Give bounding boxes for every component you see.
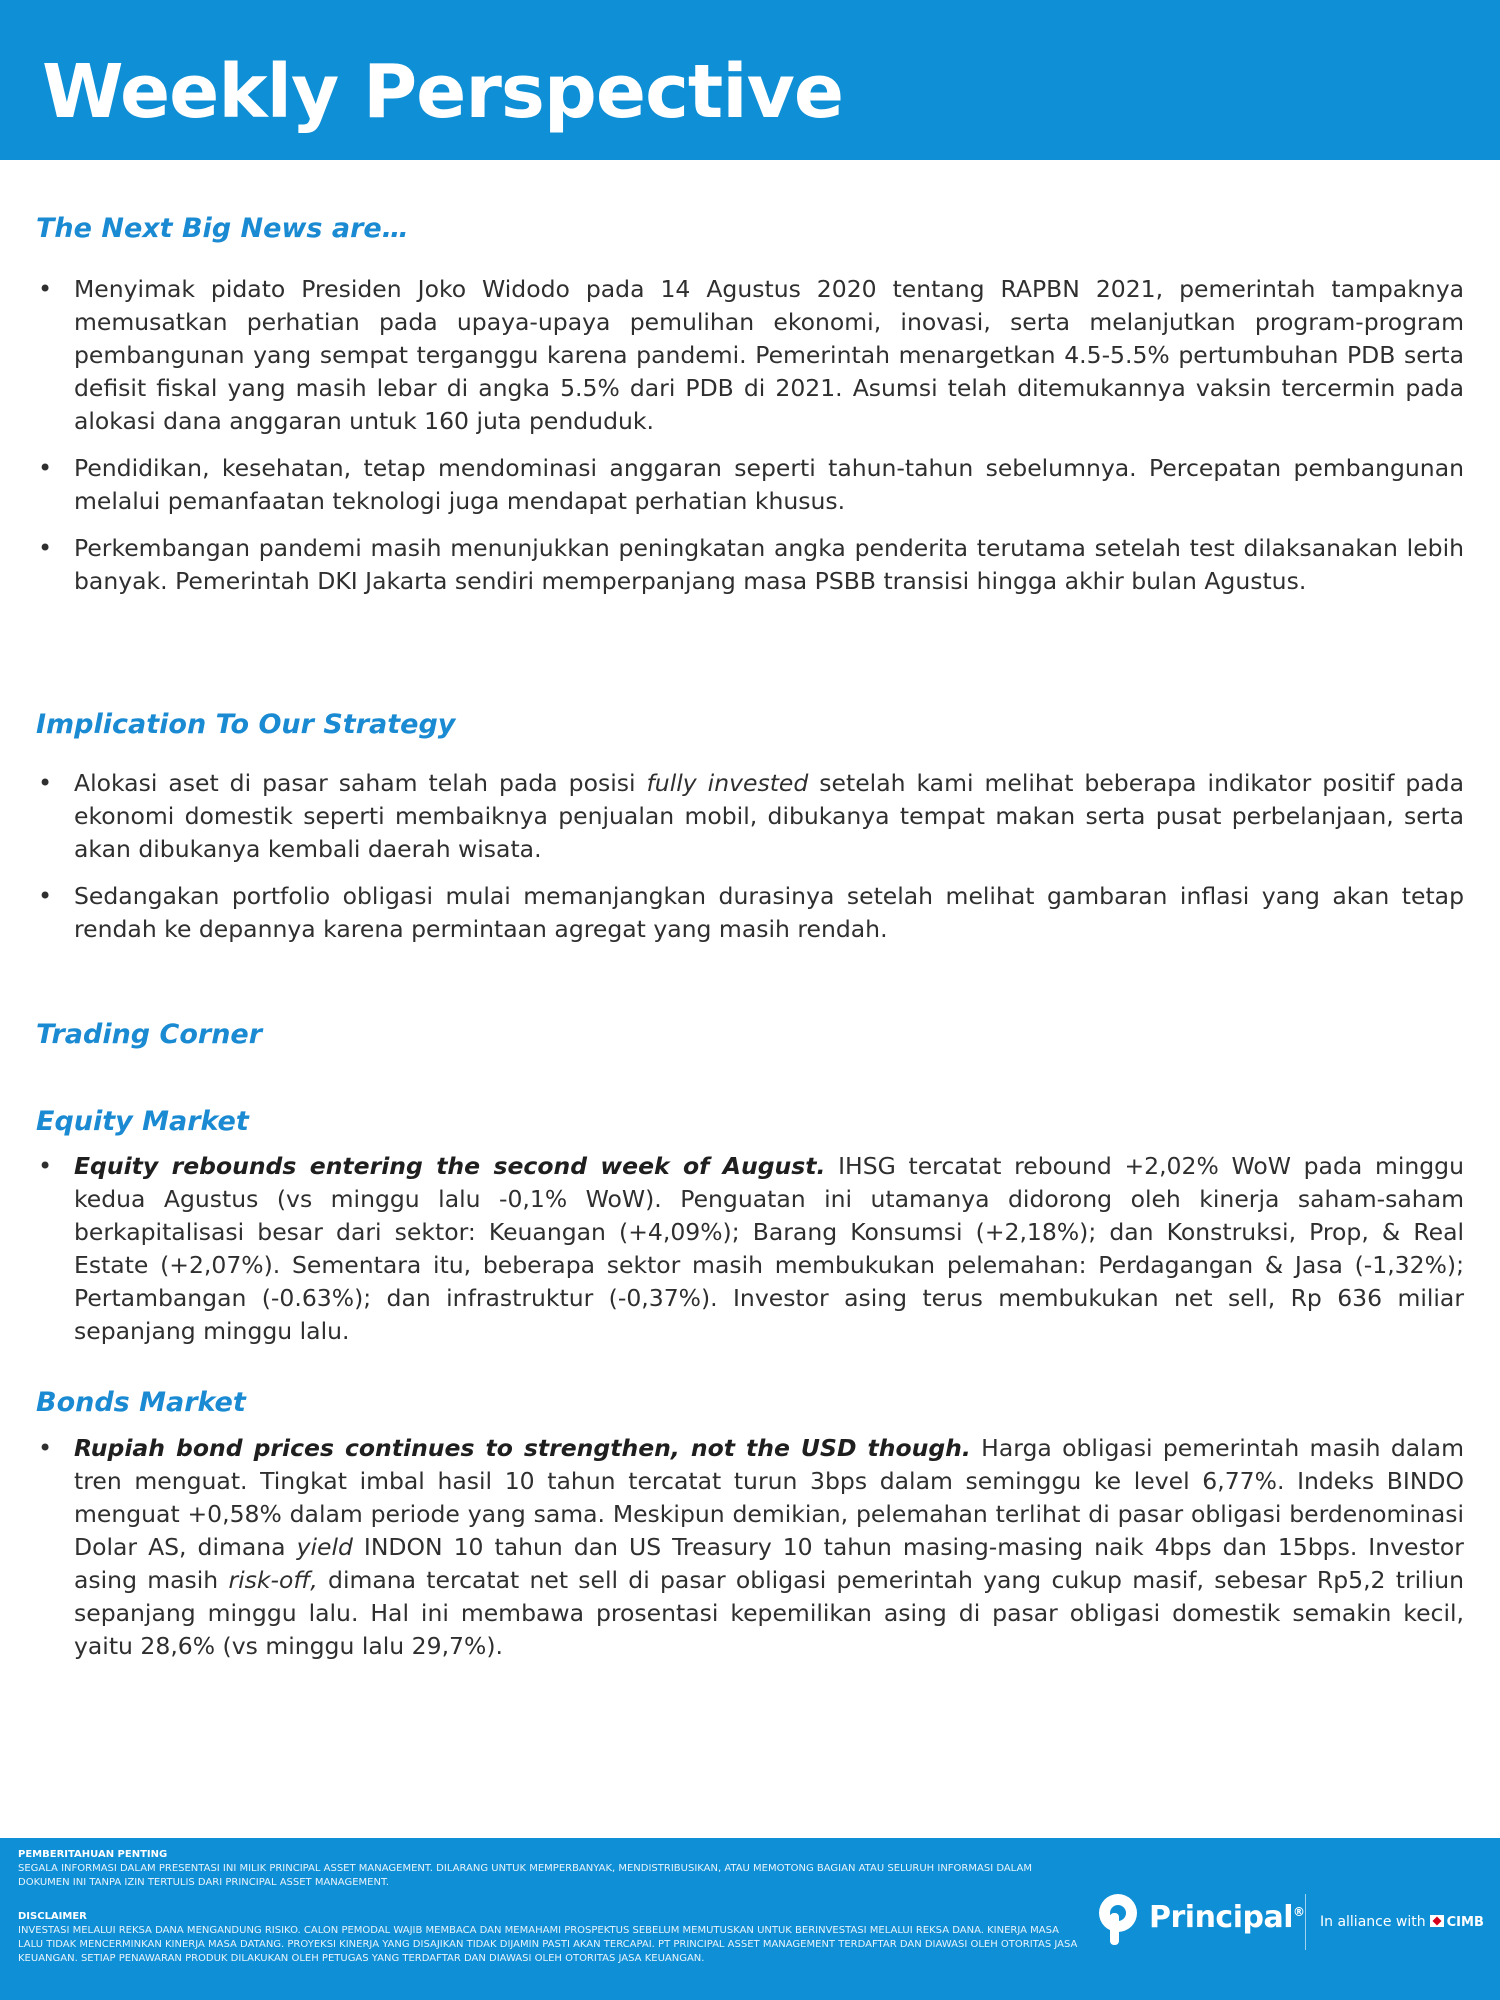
logo-divider — [1305, 1894, 1306, 1950]
list-item — [36, 1432, 1464, 1663]
bonds-list — [36, 1432, 1464, 1677]
section-title-trading-corner: Trading Corner — [36, 1019, 263, 1050]
list-item: • Menyimak pidato Presiden Joko Widodo pada 14 Agustus 2020 tentang RAPBN 2021, pemerintah tampaknya memusatkan perhatian pada upaya-upaya pemulihan ekonomi, inovasi, serta melanjutkan program-program pembangunan yang sempat terganggu karena pandemi. Pemerintah menargetkan 4.5-5.5% pertumbuhan PDB serta defisit fiskal yang masih lebar di angka 5.5% dari PDB di 2021. Asumsi telah ditemukannya vaksin tercermin pada alokasi dana anggaran untuk 160 juta penduduk. — [36, 273, 1464, 438]
section-title-implication: Implication To Our Strategy — [36, 709, 456, 740]
disclaimer-title: DISCLAIMER — [18, 1911, 87, 1922]
list-item — [36, 767, 1464, 866]
disclaimer-block — [18, 1910, 1078, 1966]
emphasis-text: yield — [296, 1533, 353, 1561]
page-header — [0, 0, 1500, 160]
notice-title: PEMBERITAHUAN PENTING — [18, 1849, 168, 1860]
section-title-bonds: Bonds Market — [36, 1387, 246, 1418]
notice-block — [18, 1848, 1078, 1890]
section-title-equity: Equity Market — [36, 1106, 249, 1137]
equity-body: IHSG tercatat rebound +2,02% WoW pada minggu kedua Agustus (vs minggu lalu -0,1% WoW). Penguatan ini utamanya didorong oleh kinerja saham-saham berkapitalisasi besar dari sektor: Keuangan (+4,09%); Barang Konsumsi (+2,18%); dan Konstruksi, Prop, & Real Estate (+2,07%). Sementara itu, beberapa sektor masih membukukan pelemahan: Perdagangan & Jasa (-1,32%); Pertambangan (-0.63%); dan infrastruktur (-0,37%). Investor asing terus membukukan net sell, Rp 636 miliar sepanjang minggu lalu. — [74, 1152, 1464, 1345]
partner-name: CIMB — [1446, 1915, 1484, 1930]
list-item: • Pendidikan, kesehatan, tetap mendominasi anggaran seperti tahun-tahun sebelumnya. Percepatan pembangunan melalui pemanfaatan teknologi juga mendapat perhatian khusus. — [36, 452, 1464, 518]
implication-list — [36, 767, 1464, 960]
brand-logo — [1095, 1888, 1485, 1958]
brand-name — [1149, 1900, 1305, 1935]
emphasis-text: risk-off, — [228, 1566, 318, 1594]
cimb-logo-icon — [1430, 1915, 1444, 1927]
emphasis-text: fully invested — [646, 769, 809, 797]
bonds-body: dimana tercatat net sell di pasar obligasi pemerintah yang cukup masif, sebesar Rp5,2 triliun sepanjang minggu lalu. Hal ini membawa prosentasi kepemilikan asing di pasar obligasi domestik semakin kecil, yaitu 28,6% (vs minggu lalu 29,7%). — [74, 1566, 1464, 1660]
list-item: • Perkembangan pandemi masih menunjukkan peningkatan angka penderita terutama setelah test dilaksanakan lebih banyak. Pemerintah DKI Jakarta sendiri memperpanjang masa PSBB transisi hingga akhir bulan Agustus. — [36, 532, 1464, 598]
list-item: • Sedangakan portfolio obligasi mulai memanjangkan durasinya setelah melihat gambaran inflasi yang akan tetap rendah ke depannya karena permintaan agregat yang masih rendah. — [36, 880, 1464, 946]
notice-text: SEGALA INFORMASI DALAM PRESENTASI INI MILIK PRINCIPAL ASSET MANAGEMENT. DILARANG UNTUK MEMPERBANYAK, MENDISTRIBUSIKAN, ATAU MEMOTONG BAGIAN ATAU SELURUH INFORMASI DALAM DOKUMEN INI TANPA IZIN TERTULIS DARI PRINCIPAL ASSET MANAGEMENT. — [18, 1863, 1032, 1888]
page-footer — [0, 1838, 1500, 2000]
bonds-body: Harga obligasi pemerintah masih dalam tren menguat. Tingkat imbal hasil 10 tahun tercatat turun 3bps dalam seminggu ke level 6,77%. Indeks BINDO menguat +0,58% dalam periode yang sama. Meskipun demikian, pelemahan terlihat di pasar obligasi berdenominasi Dolar AS, dimana — [74, 1434, 1464, 1561]
bonds-body: INDON 10 tahun dan US Treasury 10 tahun masing-masing naik 4bps dan 15bps. Investor asing masih — [74, 1533, 1464, 1594]
brand-text: Principal — [1149, 1900, 1293, 1935]
equity-list — [36, 1150, 1464, 1362]
list-item — [36, 1150, 1464, 1348]
disclaimer-text: INVESTASI MELALUI REKSA DANA MENGANDUNG RISIKO. CALON PEMODAL WAJIB MEMBACA DAN MEMAHAMI PROSPEKTUS SEBELUM MEMUTUSKAN UNTUK BERINVESTASI MELALUI REKSA DANA. KINERJA MASA LALU TIDAK MENCERMINKAN KINERJA MASA DATANG. PROYEKSI KINERJA YANG DISAJIKAN TIDAK DIJAMIN PASTI AKAN TERCAPAI. PT PRINCIPAL ASSET MANAGEMENT TERDAFTAR DAN DIAWASI OLEH OTORITAS JASA KEUANGAN. SETIAP PENAWARAN PRODUK DILAKUKAN OLEH PETUGAS YANG TERDAFTAR DAN DIAWASI OLEH OTORITAS JASA KEUANGAN. — [18, 1925, 1078, 1964]
principal-logo-icon — [1095, 1892, 1141, 1948]
bullet-text: Alokasi aset di pasar saham telah pada posisi — [74, 769, 647, 797]
page-title: Weekly Perspective — [42, 49, 844, 135]
registered-mark: ® — [1293, 1905, 1305, 1919]
bullet-text: setelah kami melihat beberapa indikator positif pada ekonomi domestik seperti membaiknya penjualan mobil, dibukanya tempat makan serta pusat perbelanjaan, serta akan dibukanya kembali daerah wisata. — [74, 769, 1464, 863]
section-title-next-big-news: The Next Big News are… — [36, 213, 409, 244]
alliance-text — [1320, 1914, 1484, 1930]
next-big-news-list — [36, 273, 1464, 612]
alliance-label: In alliance with — [1320, 1914, 1426, 1930]
bonds-lead: Rupiah bond prices continues to strengthen, not the USD though. — [74, 1434, 971, 1462]
equity-lead: Equity rebounds entering the second week of August. — [74, 1152, 826, 1180]
